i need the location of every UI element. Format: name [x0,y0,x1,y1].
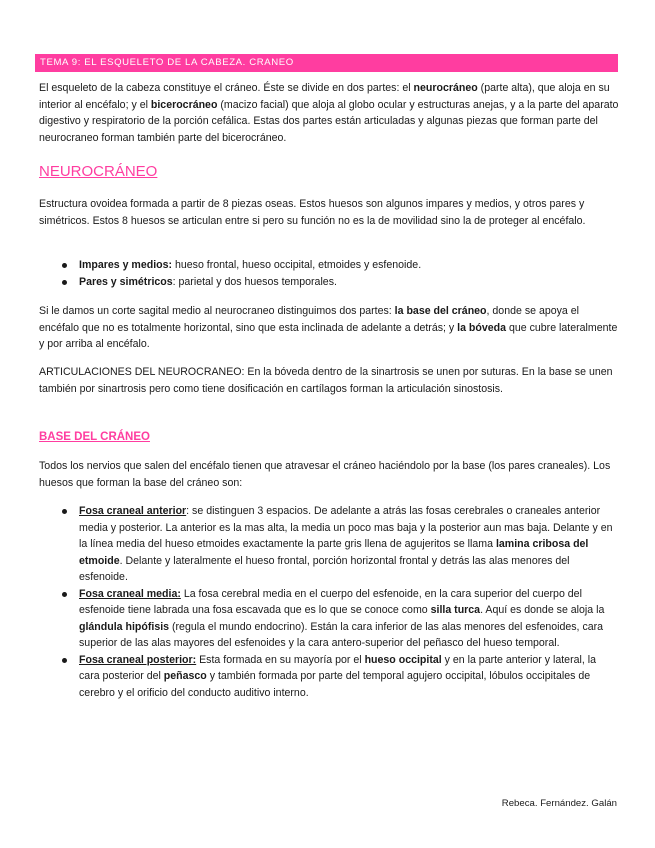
fosa-posterior-text-1: Esta formada en su mayoría por el [196,653,365,666]
neuro-paragraph: Estructura ovoidea formada a partir de 8 piezas oseas. Estos huesos son algunos impares y medios, y otros pares y simétricos. Estos 8 huesos se articulan entre si pero su función no es la de movilidad sino la de proteger al encéfalo. [39,198,586,227]
list-item [39,257,619,274]
articulaciones-paragraph: ARTICULACIONES DEL NEUROCRANEO: En la bóveda dentro de la sinartrosis se unen por suturas. En la base se unen también por sinartrosis pero como tiene dosificación en cartílagos forman la articulación sinostosis. [39,366,613,395]
neuro-bone-list [39,257,619,290]
term-silla-turca: silla turca [430,604,481,616]
fosa-media-text-3: (regula el mundo endocrino). Están la cara inferior de las alas menores del esfenoides, cara superior de las alas mayores del esfenoides y la cara antero-superior del peñasco del hueso temporal. [79,620,604,649]
fosa-anterior-label: Fosa craneal anterior [79,505,187,517]
term-penasco: peñasco [163,670,207,682]
fosas-list [39,503,619,701]
list-item-text: hueso frontal, hueso occipital, etmoides y esfenoide. [172,259,422,271]
intro-text-1: El esqueleto de la cabeza constituye el cráneo. Éste se divide en dos partes: el [39,82,414,94]
term-hueso-occipital: hueso occipital [364,653,442,666]
list-item-label: Pares y simétricos [79,275,173,288]
list-item [39,274,619,291]
heading-neurocraneo: NEUROCRÁNEO [39,163,158,180]
bullet-icon [62,592,67,597]
fosa-media-label: Fosa craneal media: [79,587,181,600]
sagital-paragraph [39,303,619,353]
term-glandula-hipofisis: glándula hipófisis [79,620,170,633]
term-base-del-craneo: la base del cráneo [394,305,487,317]
intro-paragraph [39,80,619,146]
bullet-icon [62,509,67,514]
term-neurocraneo: neurocráneo [413,82,478,94]
list-item-fosa-media [39,586,619,652]
heading-base-del-craneo: BASE DEL CRÁNEO [39,431,150,443]
list-item-fosa-posterior [39,652,619,702]
author-footer: Rebeca. Fernández. Galán [501,798,617,809]
page-title: TEMA 9: EL ESQUELETO DE LA CABEZA. CRANEO [35,54,618,72]
fosa-anterior-text-1: : se distinguen 3 espacios. De adelante a atrás las fosas cerebrales o craneales anterior media y posterior. La anterior es la mas alta, la media un poco mas baja y la posterior aun mas baja. Delante y en la línea media del hueso etmoides exactamente la parte gris llena de agujeritos se llama [79,505,613,550]
fosa-posterior-text-2: y en la parte anterior y lateral, la cara posterior del [79,653,596,682]
bullet-icon [62,263,67,268]
term-boveda: la bóveda [457,321,507,334]
sagital-text-3: que cubre lateralmente y por arriba al encéfalo. [39,321,618,350]
fosa-posterior-label: Fosa craneal posterior: [79,653,197,666]
fosa-anterior-text-2: . Delante y lateralmente el hueso frontal, porción horizontal frontal y detrás las alas menores del esfenoide. [79,554,570,583]
fosa-media-text-2: . Aquí es donde se aloja la [480,604,605,616]
sagital-text-2: , donde se apoya el encéfalo que no es totalmente horizontal, sino que esta inclinada de adelante a detrás; y [39,305,580,334]
list-item-label: Impares y medios: [79,259,173,271]
list-item-fosa-anterior [39,503,619,586]
list-item-text: : parietal y dos huesos temporales. [172,275,337,288]
intro-text-2: (parte alta), que aloja en su interior al encéfalo; y el [39,82,610,111]
term-bicerocraneo: bicerocráneo [150,98,218,111]
fosa-posterior-text-3: y también formada por parte del temporal agujero occipital, lóbulos occipitales de cerebro y el orificio del conducto auditivo interno. [79,670,591,699]
bullet-icon [62,280,67,285]
fosa-media-text-1: La fosa cerebral media en el cuerpo del esfenoide, en la cara superior del cuerpo del esfenoide tiene labrada una fosa escavada que es lo que se conoce como [79,587,582,616]
bullet-icon [62,658,67,663]
term-lamina-cribosa: lamina cribosa del etmoide [79,538,589,567]
intro-text-3: (macizo facial) que aloja al globo ocular y estructuras anejas, y a la parte del aparato digestivo y respiratorio de la porción cefálica. Estas dos partes están articuladas y algunas piezas que forman parte del neurocraneo forman también parte del bicerocráneo. [39,98,619,144]
base-paragraph: Todos los nervios que salen del encéfalo tienen que atravesar el cráneo haciéndolo por la base (los pares craneales). Los huesos que forman la base del cráneo son: [39,460,611,489]
sagital-text-1: Si le damos un corte sagital medio al neurocraneo distinguimos dos partes: [39,305,395,317]
